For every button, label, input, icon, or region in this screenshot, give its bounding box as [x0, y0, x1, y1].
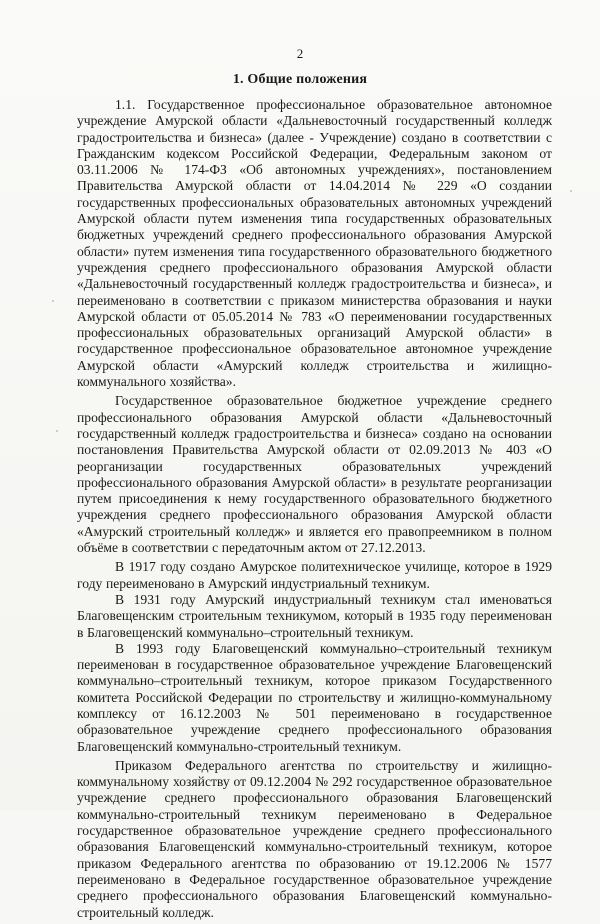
scan-speck [570, 190, 572, 192]
section-title: 1. Общие положения [232, 72, 368, 87]
paragraph-1931: В 1931 году Амурский индустриальный техникум стал именоваться Благовещенским строительным техникумом, который в 1935 году переименован в Благовещенский коммунально–строительный техникум. [77, 591, 552, 640]
paragraph-1-1: 1.1. Государственное профессиональное образовательное автономное учреждение Амурской области «Дальневосточный государственный колледж градостроительства и бизнеса» (далее - Учреждение) создано в соответствии с Гражданским кодексом Российской Федерации, Федеральным законом от 03.11.2006 № 174-ФЗ «Об автономных учреждениях», постановлением Правительства Амурской области от 14.04.2014 № 229 «О создании государственных профессиональных образовательных автономных учреждений Амурской области путем изменения типа государственных образовательных бюджетных учреждений среднего профессионального образования Амурской области» путем изменения типа государственного образовательного бюджетного учреждения среднего профессионального образования Амурской области «Дальневосточный государственный колледж градостроительства и бизнеса», и переименовано в соответствии с приказом министерства образования и науки Амурской области от 05.05.2014 № 783 «О переименовании государственных профессиональных образовательных организаций Амурской области» в государственное профессиональное образовательное автономное учреждение Амурской области «Амурский колледж строительства и жилищно-коммунального хозяйства». [77, 97, 552, 390]
scan-speck [52, 300, 54, 302]
scan-speck [56, 430, 58, 432]
paragraph-1917: В 1917 году создано Амурское политехническое училище, которое в 1929 году переименовано в Амурский индустриальный техникум. [77, 559, 552, 591]
paragraph-predecessor: Государственное образовательное бюджетное учреждение среднего профессионального образования Амурской области «Дальневосточный государственный колледж градостроительства и бизнеса» создано на основании постановления Правительства Амурской области от 02.09.2013 № 403 «О реорганизации государственных образовательных учреждений профессионального образования Амурской области» в результате реорганизации путем присоединения к нему государственного образовательного бюджетного учреждения среднего профессионального образования Амурской области «Амурский строительный колледж» и является его правопреемником в полном объёме в соответствии с передаточным актом от 27.12.2013. [77, 393, 552, 556]
body-text [77, 97, 552, 924]
paragraph-1993: В 1993 году Благовещенский коммунально–строительный техникум переименован в государственное образовательное учреждение Благовещенский коммунально–строительный техникум, которое приказом Государственного комитета Российской Федерации по строительству и жилищно-коммунальному комплексу от 16.12.2003 № 501 переименовано в государственное образовательное учреждение среднего профессионального образования Благовещенский коммунально-строительный техникум. [77, 640, 552, 754]
paragraph-2004: Приказом Федерального агентства по строительству и жилищно-коммунальному хозяйству от 09.12.2004 № 292 государственное образовательное учреждение среднего профессионального образования Благовещенский коммунально-строительный техникум переименовано в Федеральное государственное образовательное учреждение среднего профессионального образования Благовещенский коммунально-строительный техникум, которое приказом Федерального агентства по образованию от 19.12.2006 № 1577 переименовано в Федеральное государственное образовательное учреждение среднего профессионального образования Благовещенский коммунально-строительный колледж. [77, 757, 552, 920]
page-number: 2 [296, 46, 304, 61]
